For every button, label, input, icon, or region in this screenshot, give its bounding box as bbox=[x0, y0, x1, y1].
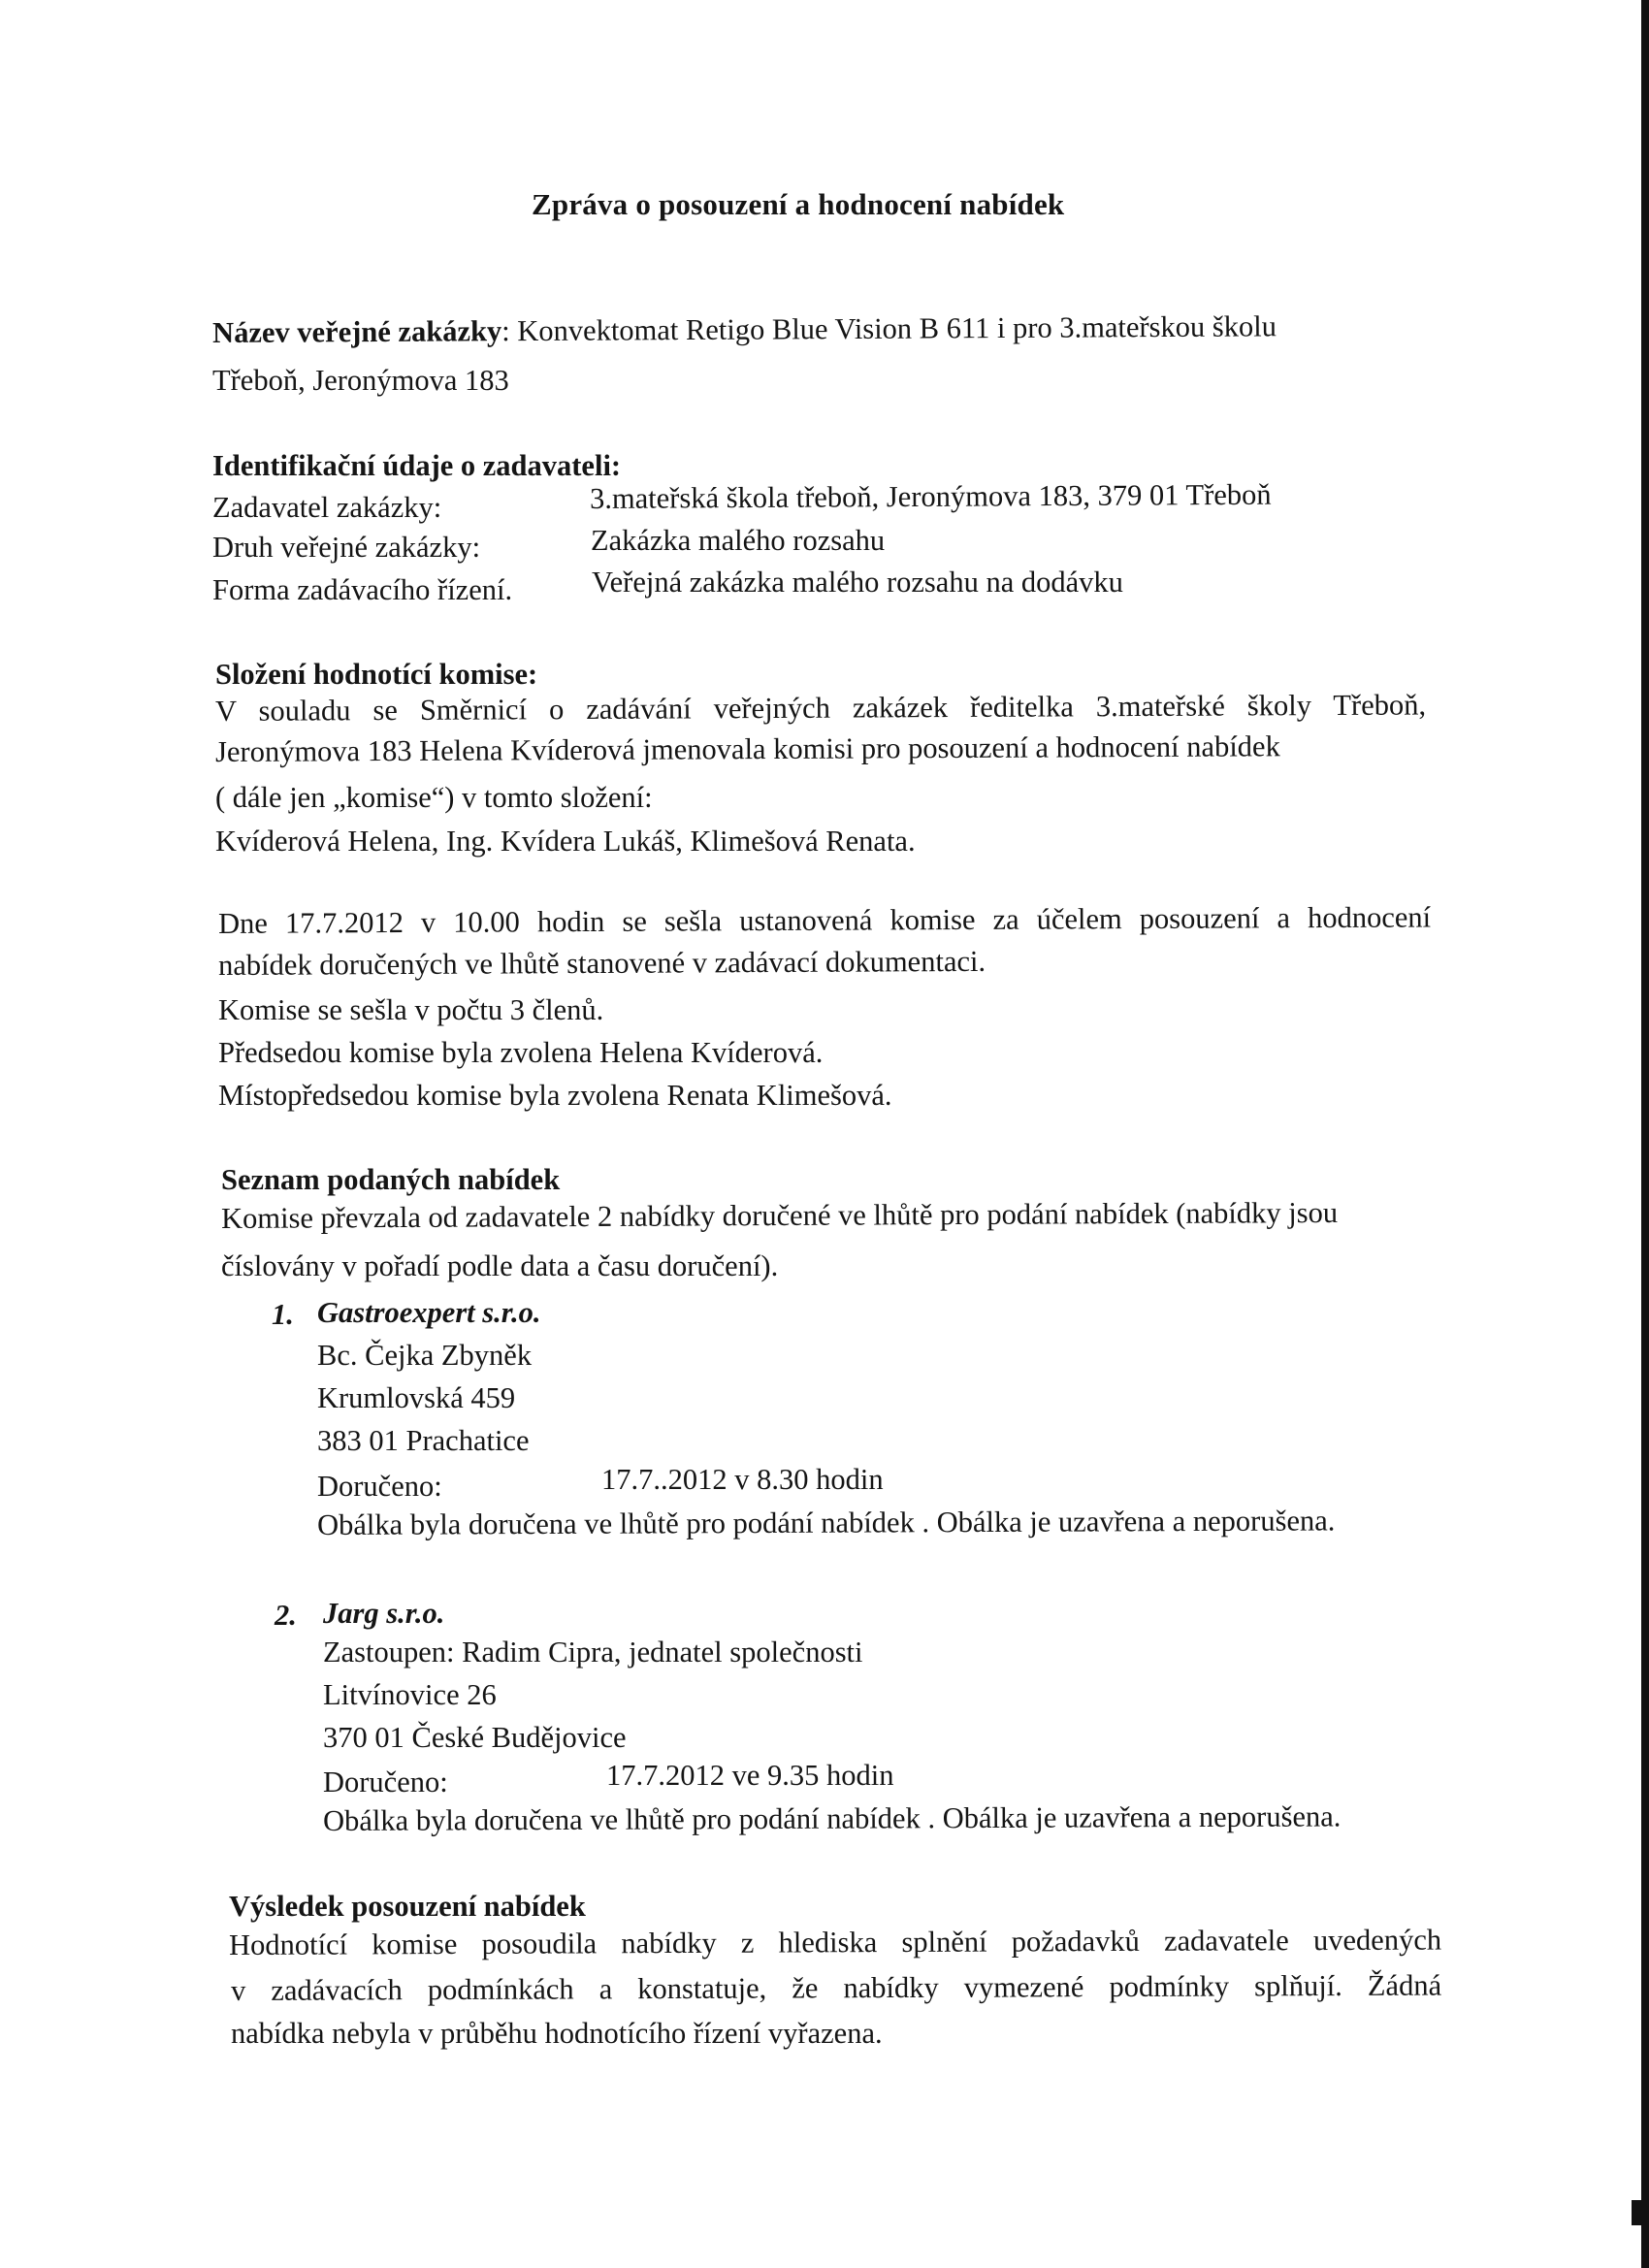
result-text-line: nabídka nebyla v průběhu hodnotícího řízení vyřazena. bbox=[231, 2017, 883, 2050]
bids-heading: Seznam podaných nabídek bbox=[221, 1163, 561, 1196]
committee-text-line: ( dále jen „komise“) v tomto složení: bbox=[215, 781, 653, 814]
authority-row-label: Zadavatel zakázky: bbox=[212, 491, 442, 524]
result-heading: Výsledek posouzení nabídek bbox=[229, 1890, 586, 1923]
meeting-text-line: Komise se sešla v počtu 3 členů. bbox=[218, 993, 604, 1026]
result-text-line: Hodnotící komise posoudila nabídky z hlediska splnění požadavků zadavatele uvedených bbox=[229, 1923, 1442, 1961]
bid-contact: Zastoupen: Radim Cipra, jednatel společnosti bbox=[323, 1636, 863, 1669]
authority-row-value: Veřejná zakázka malého rozsahu na dodávku bbox=[592, 566, 1123, 599]
bid-number: 1. bbox=[272, 1298, 294, 1331]
bid-note: Obálka byla doručena ve lhůtě pro podání nabídek . Obálka je uzavřena a neporušena. bbox=[323, 1799, 1342, 1837]
bid-street: Krumlovská 459 bbox=[317, 1381, 516, 1414]
committee-text-line: Jeronýmova 183 Helena Kvíderová jmenovala komisi pro posouzení a hodnocení nabídek bbox=[215, 729, 1280, 768]
meeting-text-line: Předsedou komise byla zvolena Helena Kvíderová. bbox=[218, 1036, 824, 1069]
scan-edge-mark bbox=[1641, 0, 1649, 2268]
bid-delivered-label: Doručeno: bbox=[317, 1470, 442, 1503]
committee-heading: Složení hodnotící komise: bbox=[215, 658, 538, 691]
authority-row-label: Druh veřejné zakázky: bbox=[212, 531, 481, 564]
bid-delivered-value: 17.7..2012 v 8.30 hodin bbox=[601, 1463, 884, 1496]
committee-members: Kvíderová Helena, Ing. Kvídera Lukáš, Klimešová Renata. bbox=[215, 825, 916, 858]
meeting-text-line: nabídek doručených ve lhůtě stanovené v zadávací dokumentaci. bbox=[218, 944, 986, 982]
bids-intro-line: Komise převzala od zadavatele 2 nabídky doručené ve lhůtě pro podání nabídek (nabídky jsou bbox=[221, 1195, 1339, 1235]
result-text-line: v zadávacích podmínkách a konstatuje, že nabídky vymezené podmínky splňují. Žádná bbox=[231, 1968, 1442, 2007]
committee-text-line: V souladu se Směrnicí o zadávání veřejných zakázek ředitelka 3.mateřské školy Třeboň, bbox=[215, 688, 1427, 728]
bid-company-name: Jarg s.r.o. bbox=[323, 1597, 445, 1630]
document-title: Zpráva o posouzení a hodnocení nabídek bbox=[532, 187, 1065, 221]
bids-intro-line: číslovány v pořadí podle data a času doručení). bbox=[221, 1249, 779, 1282]
meeting-text-line: Místopředsedou komise byla zvolena Renata Klimešová. bbox=[218, 1079, 892, 1112]
authority-heading: Identifikační údaje o zadavateli: bbox=[212, 449, 622, 482]
bid-contact: Bc. Čejka Zbyněk bbox=[317, 1339, 533, 1372]
meeting-text-line: Dne 17.7.2012 v 10.00 hodin se sešla ustanovená komise za účelem posouzení a hodnocení bbox=[218, 900, 1432, 940]
bid-delivered-value: 17.7.2012 ve 9.35 hodin bbox=[606, 1759, 894, 1792]
authority-row-label: Forma zadávacího řízení. bbox=[212, 573, 513, 606]
bid-city: 383 01 Prachatice bbox=[317, 1424, 530, 1457]
bid-street: Litvínovice 26 bbox=[323, 1678, 497, 1711]
contract-name-line bbox=[212, 309, 1277, 350]
authority-row-value: 3.mateřská škola třeboň, Jeronýmova 183, 379 01 Třeboň bbox=[590, 477, 1272, 515]
authority-row-value: Zakázka malého rozsahu bbox=[591, 524, 886, 557]
bid-delivered-label: Doručeno: bbox=[323, 1766, 448, 1798]
contract-name-value: : Konvektomat Retigo Blue Vision B 611 i pro 3.mateřskou školu bbox=[501, 309, 1277, 348]
bid-number: 2. bbox=[275, 1599, 297, 1632]
contract-name-label: Název veřejné zakázky bbox=[212, 314, 502, 349]
bid-company-name: Gastroexpert s.r.o. bbox=[317, 1296, 541, 1329]
bid-city: 370 01 České Budějovice bbox=[323, 1721, 627, 1754]
scan-corner-mark bbox=[1632, 2200, 1649, 2225]
contract-name-continuation: Třeboň, Jeronýmova 183 bbox=[212, 364, 509, 397]
bid-note: Obálka byla doručena ve lhůtě pro podání nabídek . Obálka je uzavřena a neporušena. bbox=[317, 1504, 1336, 1541]
